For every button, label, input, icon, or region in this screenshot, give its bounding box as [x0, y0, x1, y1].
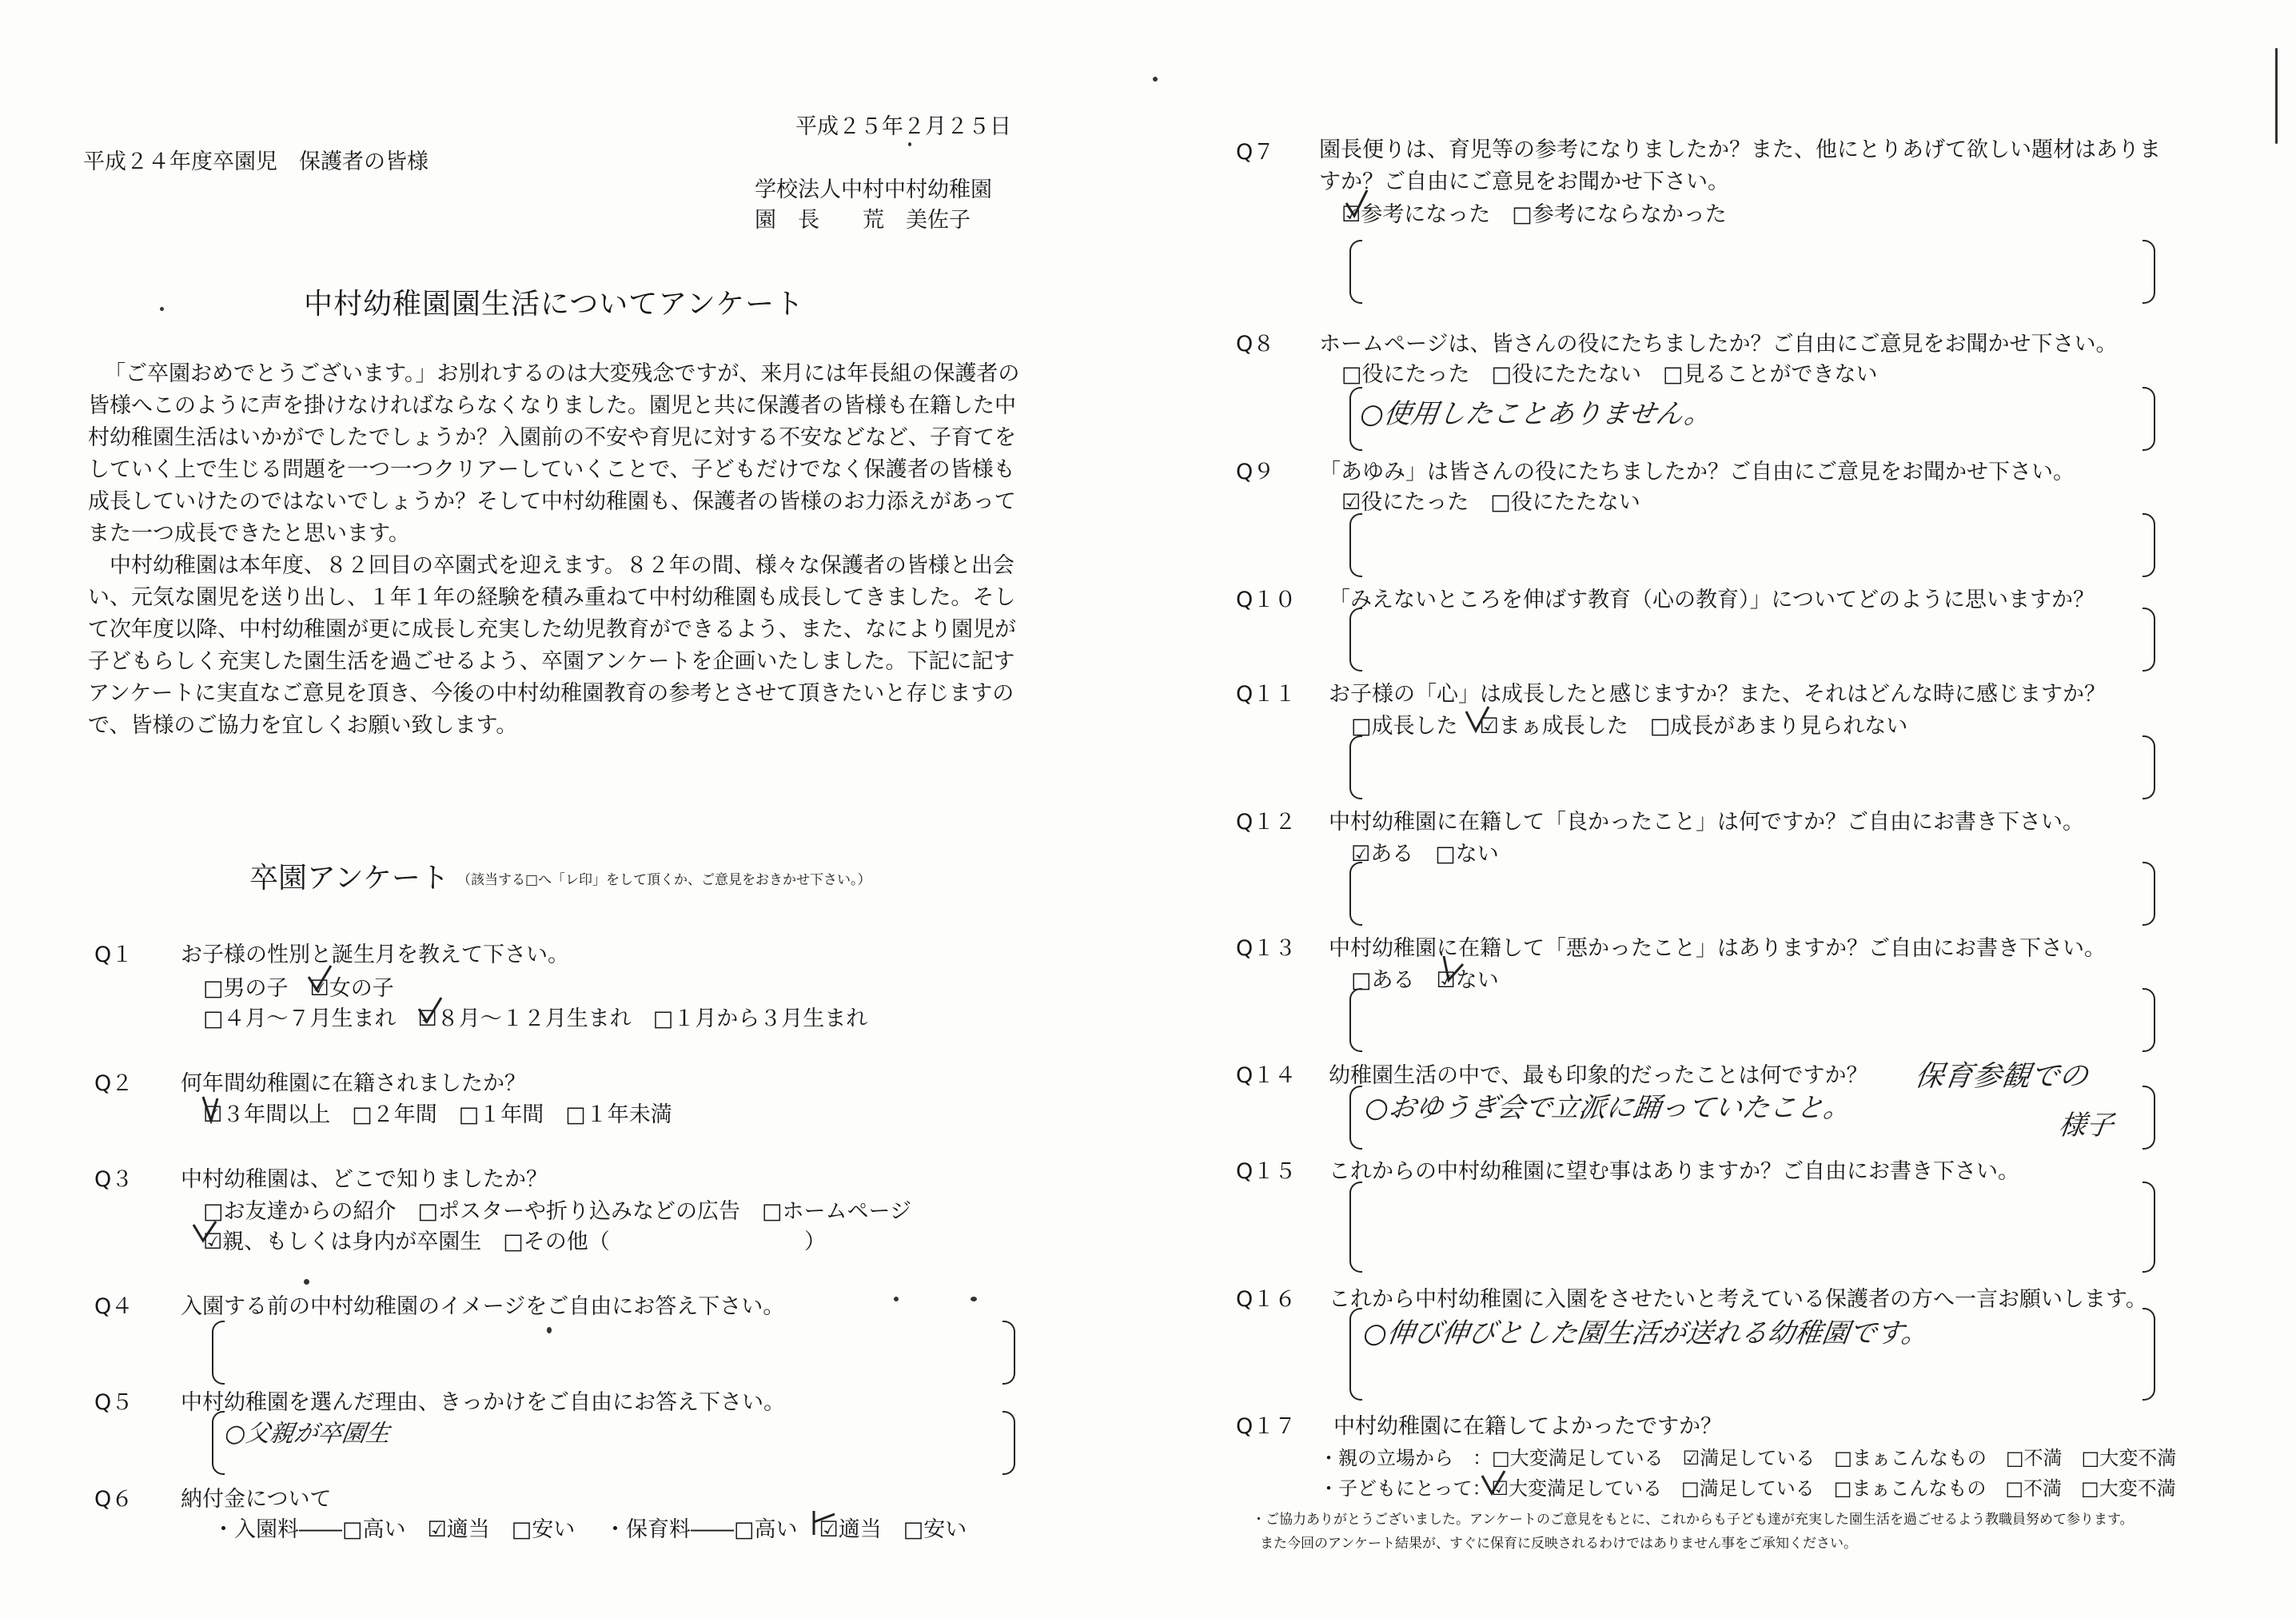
q14-handwritten-answer: ○おゆうぎ会で立派に踊っていたこと。 — [1362, 1092, 1853, 1124]
q13-answer-bracket-left — [1349, 988, 1362, 1052]
q15-answer-bracket-left — [1349, 1182, 1362, 1273]
q16-number: Q１６ — [1236, 1287, 1297, 1312]
q17-number: Q１７ — [1236, 1414, 1297, 1439]
q3-options-1[interactable]: □お友達からの紹介 □ポスターや折り込みなどの広告 □ホームページ — [203, 1199, 911, 1224]
q14-answer-bracket-left — [1349, 1086, 1362, 1150]
q12-answer-bracket-right — [2143, 862, 2155, 926]
q6-childcare-fee-options[interactable]: ・保育料――□高い ☑適当 □安い — [604, 1517, 967, 1542]
footer-note-2: また今回のアンケート結果が、すぐに保育に反映されるわけではありません事をご承知ください。 — [1260, 1536, 1857, 1552]
scan-speck — [160, 307, 164, 311]
q16-text: これから中村幼稚園に入園をさせたいと考えている保護者の方へ一言お願いします。 — [1329, 1287, 2147, 1312]
q15-answer-bracket-right — [2143, 1182, 2155, 1273]
q17-text: 中村幼稚園に在籍してよかったですか？ — [1333, 1414, 1722, 1439]
document-date: 平成２５年２月２５日 — [795, 114, 1011, 139]
q13-text: 中村幼稚園に在籍して「悪かったこと」はありますか？ご自由にお書き下さい。 — [1329, 936, 2106, 961]
q7-answer-bracket-right — [2143, 240, 2155, 304]
q10-number: Q１０ — [1236, 588, 1297, 612]
q12-options[interactable]: ☑ある □ない — [1351, 842, 1499, 867]
q8-text: ホームページは、皆さんの役にたちましたか？ご自由にご意見をお聞かせ下さい。 — [1319, 332, 2118, 357]
q9-text: 「あゆみ」は皆さんの役にたちましたか？ご自由にご意見をお聞かせ下さい。 — [1319, 460, 2075, 484]
q3-other-close: ） — [804, 1229, 826, 1254]
q1-month-check-mark — [416, 994, 446, 1028]
q2-number: Q２ — [94, 1071, 134, 1096]
q11-answer-bracket-left — [1349, 735, 1362, 799]
q11-check-mark — [1465, 703, 1495, 737]
scan-edge-mark — [2275, 48, 2278, 144]
q15-text: これからの中村幼稚園に望む事はありますか？ご自由にお書き下さい。 — [1329, 1159, 2019, 1184]
survey-title: 卒園アンケート — [249, 862, 449, 895]
q6-check-mark — [811, 1506, 841, 1540]
q7-text: 園長便りは、育児等の参考になりましたか？また、他にとりあげて欲しい題材はありますか？ご自由にご意見をお聞かせ下さい。 — [1319, 137, 2161, 194]
q10-answer-bracket-right — [2143, 608, 2155, 672]
scan-speck — [304, 1279, 309, 1285]
principal-name: 園 長 荒 美佐子 — [755, 208, 971, 233]
q2-text: 何年間幼稚園に在籍されましたか？ — [181, 1071, 526, 1096]
q11-answer-bracket-right — [2143, 735, 2155, 799]
q11-number: Q１１ — [1236, 682, 1297, 707]
scan-speck — [971, 1297, 977, 1301]
q13-options[interactable]: □ある ☑ない — [1351, 968, 1499, 993]
q11-text: お子様の「心」は成長したと感じますか？また、それはどんな時に感じますか？ — [1329, 682, 2106, 707]
q3-number: Q３ — [94, 1167, 134, 1192]
q9-answer-bracket-right — [2143, 513, 2155, 577]
q10-answer-bracket-left — [1349, 608, 1362, 672]
q1-text: お子様の性別と誕生月を教えて下さい。 — [181, 943, 569, 967]
q15-number: Q１５ — [1236, 1159, 1297, 1184]
q8-number: Q８ — [1236, 332, 1275, 357]
q7-answer-bracket-left — [1349, 240, 1362, 304]
q14-number: Q１４ — [1236, 1063, 1297, 1088]
q5-handwritten-answer: ○父親が卒園生 — [223, 1420, 393, 1448]
q1-options-gender[interactable]: □男の子 ☑女の子 — [203, 976, 394, 1001]
q2-options[interactable]: ☑３年間以上 □２年間 □１年間 □１年未満 — [203, 1102, 672, 1127]
q9-answer-bracket-left — [1349, 513, 1362, 577]
q7-check-mark — [1343, 189, 1373, 222]
q17-parent-options[interactable]: ・親の立場から ：□大変満足している ☑満足している □まぁこんなもの □不満 □大変不満 — [1319, 1447, 2177, 1469]
q3-check-mark — [192, 1217, 222, 1250]
q1-number: Q１ — [94, 943, 134, 967]
q17-check-mark — [1481, 1468, 1511, 1501]
q3-text: 中村幼稚園は、どこで知りましたか？ — [181, 1167, 548, 1192]
q12-number: Q１２ — [1236, 810, 1297, 835]
q8-answer-bracket-right — [2143, 387, 2155, 451]
footer-note-1: ・ご協力ありがとうございました。アンケートのご意見をもとに、これからも子ども達が充実した園生活を過ごせるよう教職員努めて参ります。 — [1252, 1512, 2134, 1528]
q9-options[interactable]: ☑役にたった □役にたたない — [1341, 490, 1640, 515]
q5-answer-bracket-right — [1003, 1411, 1015, 1475]
q12-answer-bracket-left — [1349, 862, 1362, 926]
q3-options-2[interactable]: ☑親、もしくは身内が卒園生 □その他（ — [203, 1229, 610, 1254]
q4-answer-bracket-left — [212, 1321, 225, 1385]
q5-answer-bracket-left — [212, 1411, 225, 1475]
q14-handwritten-note-2: 様子 — [2056, 1110, 2116, 1142]
q13-number: Q１３ — [1236, 936, 1297, 961]
q12-text: 中村幼稚園に在籍して「良かったこと」は何ですか？ご自由にお書き下さい。 — [1329, 810, 2084, 835]
scan-speck — [908, 142, 911, 146]
addressee: 平成２４年度卒園児 保護者の皆様 — [83, 149, 429, 174]
q14-handwritten-note-1: 保育参観での — [1912, 1060, 2091, 1093]
scan-speck — [894, 1297, 899, 1301]
q13-answer-bracket-right — [2143, 988, 2155, 1052]
intro-paragraph-1: 「ご卒園おめでとうございます。」お別れするのは大変残念ですが、来月には年長組の保護者の皆様へこのように声を掛けなければならなくなりました。園児と共に保護者の皆様も在籍した中村幼稚園生活はいかがでしたでしょうか？入園前の不安や育児に対する不安などなど、子育てをしていく上で生じる問題を一つ一つクリアーしていくことで、子どもだけでなく保護者の皆様も成長していけたのではないでしょうか？そして中村幼稚園も、保護者の皆様のお力添えがあってまた一つ成長できたと思います。 — [88, 361, 1020, 546]
q4-text: 入園する前の中村幼稚園のイメージをご自由にお答え下さい。 — [181, 1294, 785, 1319]
school-name: 学校法人中村中村幼稚園 — [755, 177, 992, 202]
q5-text: 中村幼稚園を選んだ理由、きっかけをご自由にお答え下さい。 — [181, 1390, 785, 1415]
intro-paragraph-2: 中村幼稚園は本年度、８２回目の卒園式を迎えます。８２年の間、様々な保護者の皆様と出会い、元気な園児を送り出し、１年１年の経験を積み重ねて中村幼稚園も成長してきました。そして次年度以降、中村幼稚園が更に成長し充実した幼児教育ができるよう、また、なにより園児が子どもらしく充実した園生活を過ごせるよう、卒園アンケートを企画いたしました。下記に記すアンケートに実直なご意見を頂き、今後の中村幼稚園教育の参考とさせて頂きたいと存じますので、皆様のご協力を宜しくお願い致します。 — [88, 553, 1016, 738]
q10-text: 「みえないところを伸ばす教育（心の教育）」についてどのように思いますか？ — [1329, 588, 2095, 612]
q17-child-options[interactable]: ・子どもにとって：☑大変満足している □満足している □まぁこんなもの □不満 □大変不満 — [1319, 1477, 2176, 1500]
q16-answer-bracket-left — [1349, 1308, 1362, 1401]
q4-answer-bracket-right — [1003, 1321, 1015, 1385]
q11-options[interactable]: □成長した ☑まぁ成長した □成長があまり見られない — [1351, 714, 1908, 739]
q4-number: Q４ — [94, 1294, 134, 1319]
q8-options[interactable]: □役にたった □役にたたない □見ることができない — [1341, 362, 1878, 387]
q1-options-birth-month[interactable]: □４月～７月生まれ ☑８月～１２月生まれ □１月から３月生まれ — [203, 1006, 868, 1031]
q7-options[interactable]: ☑参考になった □参考にならなかった — [1341, 202, 1727, 227]
q1-girl-check-mark — [305, 962, 336, 996]
document-title: 中村幼稚園園生活についてアンケート — [304, 288, 805, 321]
q7-number: Q７ — [1236, 140, 1275, 165]
intro-text — [88, 358, 1023, 742]
scan-speck — [1153, 77, 1158, 82]
q16-answer-bracket-right — [2143, 1308, 2155, 1401]
survey-note: （該当する□へ「レ印」をして頂くか、ご意見をおきかせ下さい。） — [457, 872, 871, 888]
q5-number: Q５ — [94, 1390, 134, 1415]
q6-admission-fee-options[interactable]: ・入園料――□高い ☑適当 □安い — [213, 1517, 576, 1542]
q6-text: 納付金について — [181, 1487, 332, 1512]
q9-number: Q９ — [1236, 460, 1275, 484]
q6-number: Q６ — [94, 1487, 134, 1512]
scan-speck — [547, 1327, 552, 1333]
q14-answer-bracket-right — [2143, 1086, 2155, 1150]
q8-handwritten-answer: ○使用したことありません。 — [1357, 398, 1715, 430]
q16-handwritten-answer: ○伸び伸びとした園生活が送れる幼稚園です。 — [1361, 1317, 1931, 1349]
q13-check-mark — [1439, 953, 1469, 986]
q14-text: 幼稚園生活の中で、最も印象的だったことは何ですか？ — [1329, 1063, 1868, 1088]
q2-check-mark — [200, 1090, 230, 1124]
